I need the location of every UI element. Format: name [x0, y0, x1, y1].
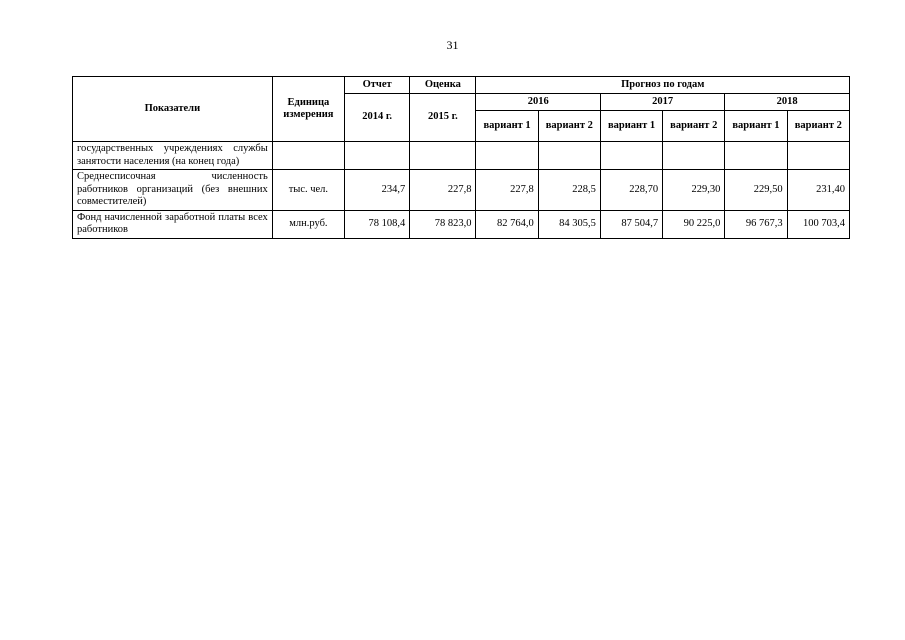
header-indicator: Показатели: [73, 77, 273, 142]
cell-value: 229,50: [725, 170, 787, 211]
cell-value: [538, 142, 600, 170]
cell-value: [725, 142, 787, 170]
header-year-2016: 2016: [476, 94, 600, 111]
cell-value: 228,70: [600, 170, 662, 211]
header-variant: вариант 2: [787, 111, 849, 142]
row-name: государственных учреждениях службы занятости населения (на конец года): [73, 142, 273, 170]
row-unit: тыс. чел.: [272, 170, 344, 211]
header-report: Отчет: [345, 77, 410, 94]
cell-value: 82 764,0: [476, 210, 538, 238]
cell-value: [345, 142, 410, 170]
row-unit: млн.руб.: [272, 210, 344, 238]
row-name: Фонд начисленной заработной платы всех работников: [73, 210, 273, 238]
cell-value: [600, 142, 662, 170]
cell-value: [410, 142, 476, 170]
cell-value: 234,7: [345, 170, 410, 211]
cell-value: 231,40: [787, 170, 849, 211]
header-variant: вариант 1: [600, 111, 662, 142]
row-name: Среднесписочная численность работников организаций (без внешних совместителей): [73, 170, 273, 211]
cell-value: 227,8: [476, 170, 538, 211]
header-estimate: Оценка: [410, 77, 476, 94]
table-row: [73, 170, 850, 211]
cell-value: 229,30: [663, 170, 725, 211]
header-variant: вариант 1: [476, 111, 538, 142]
cell-value: [476, 142, 538, 170]
cell-value: [663, 142, 725, 170]
cell-value: 84 305,5: [538, 210, 600, 238]
cell-value: 87 504,7: [600, 210, 662, 238]
cell-value: 78 108,4: [345, 210, 410, 238]
cell-value: 90 225,0: [663, 210, 725, 238]
row-unit: [272, 142, 344, 170]
header-year-2018: 2018: [725, 94, 850, 111]
cell-value: 227,8: [410, 170, 476, 211]
header-variant: вариант 2: [663, 111, 725, 142]
header-report-year: 2014 г.: [345, 94, 410, 142]
cell-value: 100 703,4: [787, 210, 849, 238]
header-estimate-year: 2015 г.: [410, 94, 476, 142]
header-unit: Единица измерения: [272, 77, 344, 142]
page-number: 31: [446, 38, 459, 52]
table-row: [73, 210, 850, 238]
cell-value: 96 767,3: [725, 210, 787, 238]
cell-value: 78 823,0: [410, 210, 476, 238]
header-forecast: Прогноз по годам: [476, 77, 850, 94]
cell-value: [787, 142, 849, 170]
cell-value: 228,5: [538, 170, 600, 211]
header-year-2017: 2017: [600, 94, 724, 111]
header-variant: вариант 2: [538, 111, 600, 142]
header-variant: вариант 1: [725, 111, 787, 142]
data-table: [72, 76, 850, 239]
table-row: [73, 142, 850, 170]
